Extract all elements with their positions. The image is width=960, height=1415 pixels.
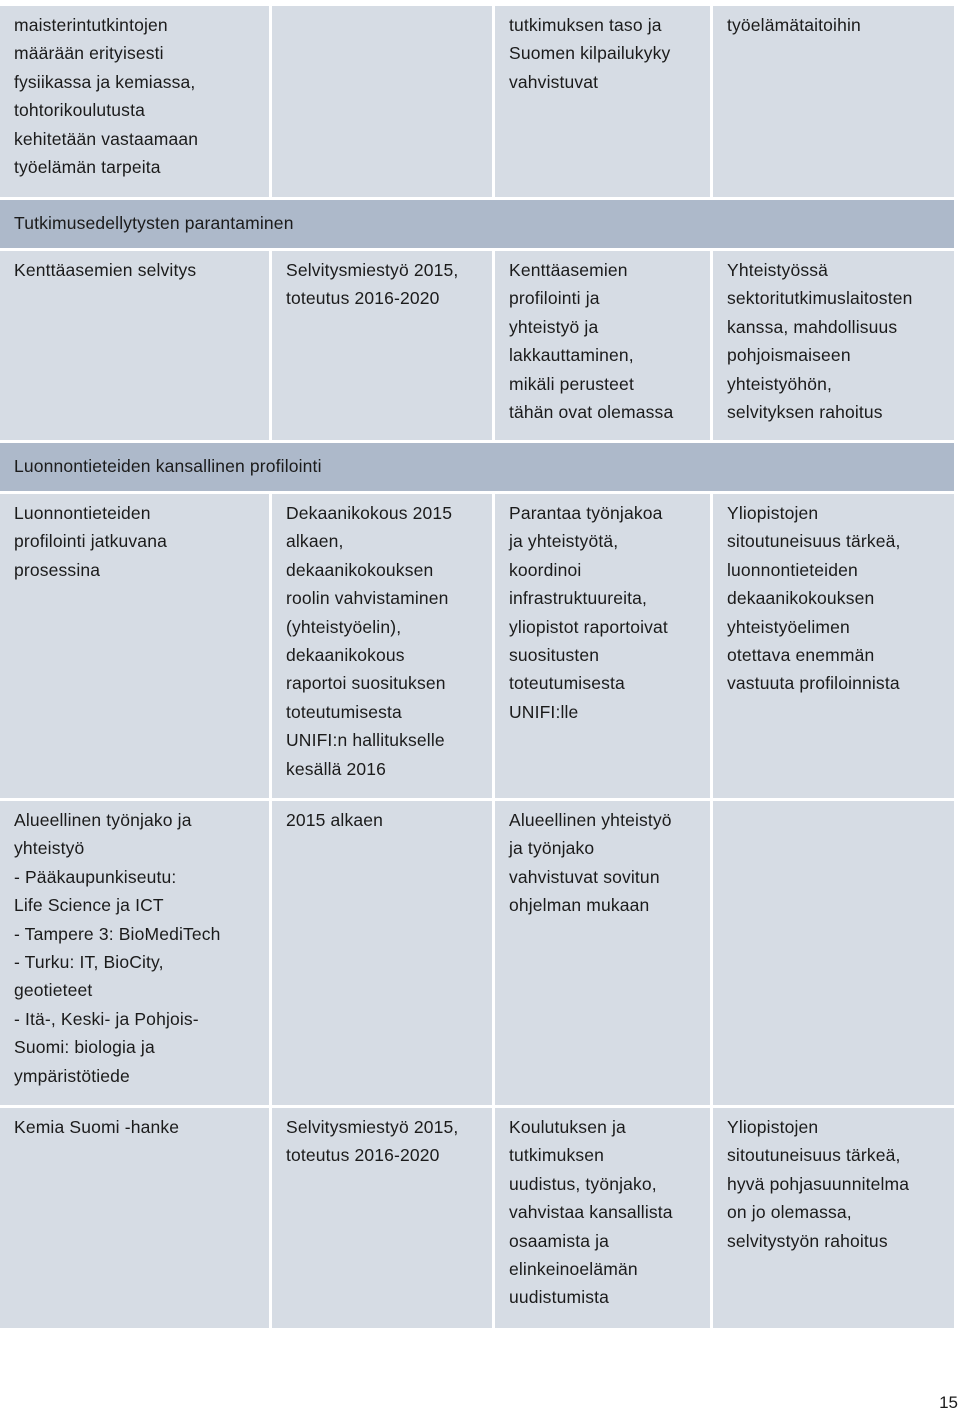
table-cell-notes <box>713 801 954 1105</box>
table-cell-goal: Alueellinen yhteistyö ja työnjako vahvistuvat sovitun ohjelman mukaan <box>495 801 710 1105</box>
table-row <box>0 6 954 197</box>
table-cell-schedule: Selvitysmiestyö 2015, toteutus 2016-2020 <box>272 251 492 440</box>
table-cell-action: Kemia Suomi -hanke <box>0 1108 269 1328</box>
table-cell-action: Alueellinen työnjako ja yhteistyö - Pääkaupunkiseutu: Life Science ja ICT - Tampere 3: BioMediTech - Turku: IT, BioCity, geotieteet - Itä-, Keski- ja Pohjois- Suomi: biologia ja ympäristötiede <box>0 801 269 1105</box>
page-number: 15 <box>939 1393 958 1412</box>
table-cell-notes: Yhteistyössä sektoritutkimuslaitosten kanssa, mahdollisuus pohjoismaiseen yhteistyöhön, selvityksen rahoitus <box>713 251 954 440</box>
table-cell-notes: Yliopistojen sitoutuneisuus tärkeä, luonnontieteiden dekaanikokouksen yhteistyöelimen otettava enemmän vastuuta profiloinnista <box>713 494 954 798</box>
table-row <box>0 251 954 440</box>
table-cell-action: maisterintutkintojen määrään erityisesti fysiikassa ja kemiassa, tohtorikoulutusta kehitetään vastaamaan työelämän tarpeita <box>0 6 269 197</box>
table-cell-schedule: Dekaanikokous 2015 alkaen, dekaanikokouksen roolin vahvistaminen (yhteistyöelin), dekaanikokous raportoi suosituksen toteutumisesta UNIFI:n hallitukselle kesällä 2016 <box>272 494 492 798</box>
table-cell-schedule: 2015 alkaen <box>272 801 492 1105</box>
table-cell-schedule: Selvitysmiestyö 2015, toteutus 2016-2020 <box>272 1108 492 1328</box>
table-cell-goal: tutkimuksen taso ja Suomen kilpailukyky vahvistuvat <box>495 6 710 197</box>
table-cell-action: Kenttäasemien selvitys <box>0 251 269 440</box>
table-cell-goal: Koulutuksen ja tutkimuksen uudistus, työnjako, vahvistaa kansallista osaamista ja elinkeinoelämän uudistumista <box>495 1108 710 1328</box>
section-header-national-profiling: Luonnontieteiden kansallinen profilointi <box>0 443 954 491</box>
table-cell-notes: työelämätaitoihin <box>713 6 954 197</box>
table-cell-schedule <box>272 6 492 197</box>
table-cell-goal: Kenttäasemien profilointi ja yhteistyö ja lakkauttaminen, mikäli perusteet tähän ovat olemassa <box>495 251 710 440</box>
table-row <box>0 801 954 1105</box>
table-cell-goal: Parantaa työnjakoa ja yhteistyötä, koordinoi infrastruktuureita, yliopistot raportoivat suositusten toteutumisesta UNIFI:lle <box>495 494 710 798</box>
table-cell-notes: Yliopistojen sitoutuneisuus tärkeä, hyvä pohjasuunnitelma on jo olemassa, selvitystyön rahoitus <box>713 1108 954 1328</box>
table-row <box>0 494 954 798</box>
table-row <box>0 1108 954 1328</box>
section-header-research-conditions: Tutkimusedellytysten parantaminen <box>0 200 954 248</box>
table-cell-action: Luonnontieteiden profilointi jatkuvana prosessina <box>0 494 269 798</box>
action-plan-table <box>0 6 954 1328</box>
